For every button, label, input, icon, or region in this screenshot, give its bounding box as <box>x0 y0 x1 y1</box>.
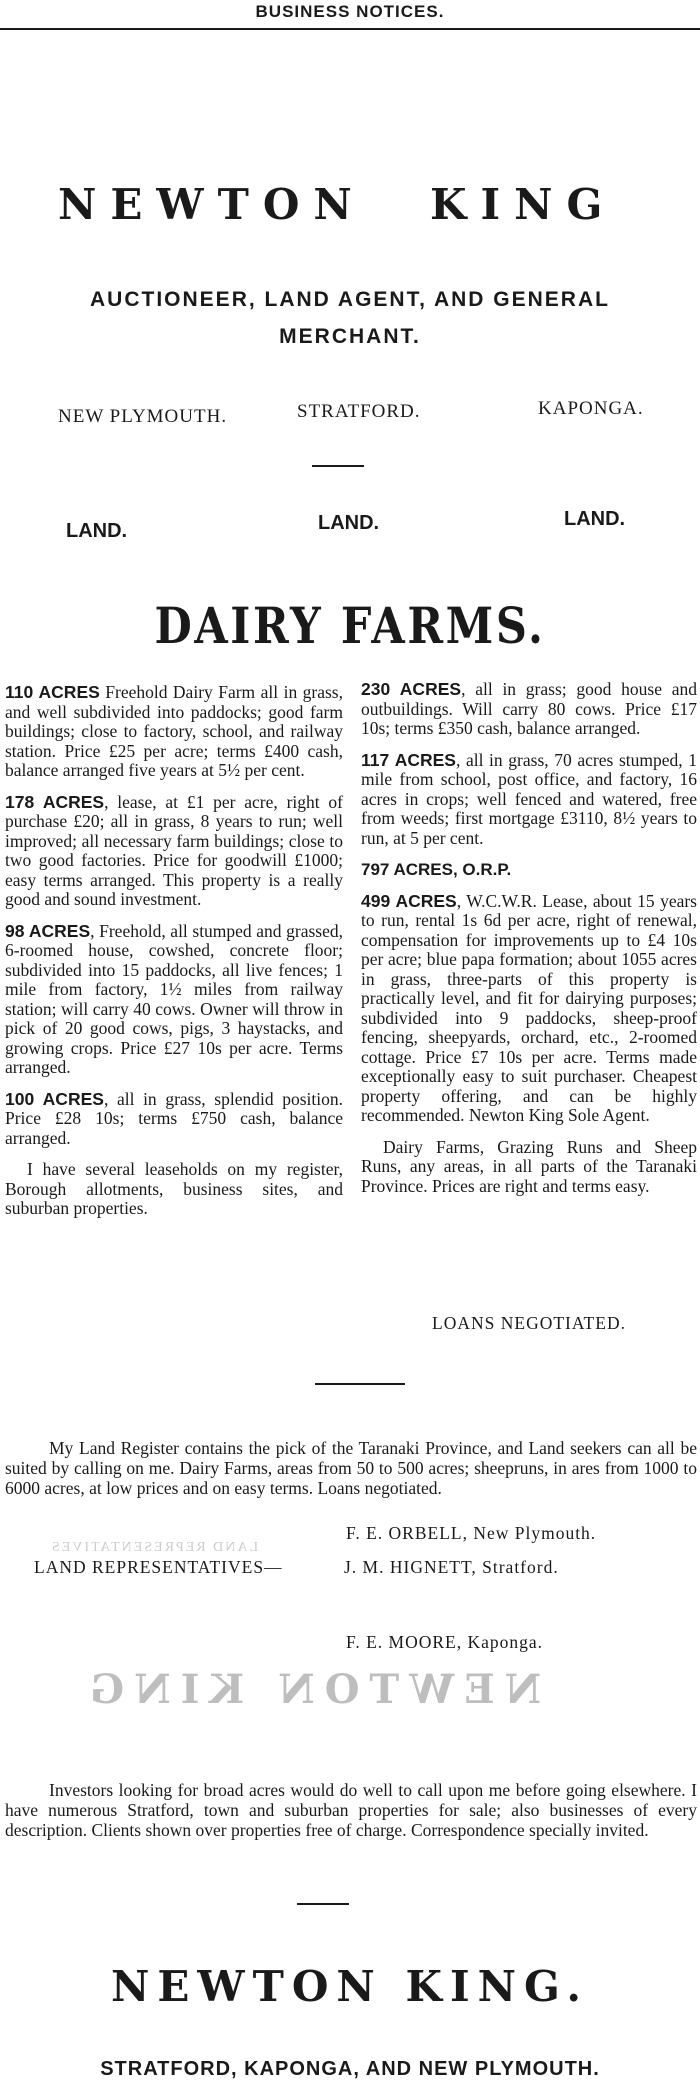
listing-100-acres <box>5 1090 343 1149</box>
listing-lead: 100 ACRES <box>5 1088 104 1109</box>
town-new-plymouth: NEW PLYMOUTH. <box>58 406 228 427</box>
runs-note <box>361 1138 697 1197</box>
left-listings-column <box>5 683 343 1231</box>
divider-rule <box>315 1383 405 1385</box>
town-kaponga: KAPONGA. <box>538 398 644 419</box>
divider-rule <box>312 465 364 467</box>
listing-text: , W.C.W.R. Lease, about 15 years to run, rental 1s 6d per acre, right of renewal, compensation for improvements up to £4 10s per acre; blue papa formation; about 1055 acres in grass, three-parts of this property is practically level, and fit for dairying purposes; subdivided into 9 paddocks, sheep-proof fencing, sheepyards, orchard, etc., 2-roomed cottage. Price £7 10s per acre. Terms made exceptionally easy to suit purchaser. Cheapest property offering, and can be highly recommended. Newton King Sole Agent. <box>361 890 697 1125</box>
bleed-through-name: NEWTON KING <box>80 1666 542 1713</box>
listing-lead: 178 ACRES <box>5 791 105 812</box>
listing-text: , lease, at £1 per acre, right of purchase £20; all in grass, 8 years to run; well improved; all necessary farm buildings; close to two good factories. Price for goodwill £1000; easy terms arranged. This property is a really good and sound investment. <box>5 791 343 909</box>
advertiser-name-right: KING <box>430 180 617 229</box>
listing-797-acres <box>361 860 697 880</box>
page-section-title: BUSINESS NOTICES. <box>255 2 445 21</box>
listing-lead: 797 ACRES, O.R.P. <box>361 860 512 879</box>
listing-text: , all in grass, 70 acres stumped, 1 mile from school, post office, and factory, 16 acres in crops; well fenced and watered, free from weeds; first mortgage £3110, 8½ years to run, at 5 per cent. <box>361 749 697 848</box>
footer-advertiser-name: NEWTON KING. <box>111 1962 589 2011</box>
bleed-through-small-text: LAND REPRESENTATIVES <box>50 1540 259 1555</box>
listing-lead: 98 ACRES <box>5 920 91 941</box>
footer-towns: STRATFORD, KAPONGA, AND NEW PLYMOUTH. <box>100 2058 600 2080</box>
listing-lead: 117 ACRES <box>361 749 456 770</box>
listing-text: Freehold Dairy Farm all in grass, and well subdivided into paddocks; good farm buildings; close to factory, school, and railway station. Price £25 per acre; terms £400 cash, balance arranged five years at 5½ per cent. <box>5 682 343 780</box>
listing-178-acres <box>5 793 343 910</box>
investors-paragraph: Investors looking for broad acres would do well to call upon me before going elsewhere. I have numerous Stratford, town and suburban properties for sale; also businesses of every description. Clients shown over properties free of charge. Correspondence specially invited. <box>5 1780 697 1840</box>
listing-lead: 230 ACRES <box>361 679 462 699</box>
listing-text: Dairy Farms, Grazing Runs and Sheep Runs, any areas, in all parts of the Taranaki Province. Prices are right and terms easy. <box>361 1136 697 1196</box>
leaseholds-note <box>5 1160 343 1219</box>
listing-lead: 110 ACRES <box>5 682 100 702</box>
land-label-right: LAND. <box>564 508 626 530</box>
listing-230-acres <box>361 680 697 739</box>
listing-text: , all in grass, splendid position. Price £28 10s; terms £750 cash, balance arranged. <box>5 1088 343 1148</box>
divider-rule <box>297 1903 349 1905</box>
land-label-center: LAND. <box>318 512 380 534</box>
right-listings-column <box>361 680 697 1208</box>
dairy-farms-title: DAIRY FARMS. <box>154 596 546 655</box>
advertiser-name-left: NEWTON <box>58 180 366 229</box>
loans-negotiated: LOANS NEGOTIATED. <box>432 1313 626 1333</box>
land-register-paragraph: My Land Register contains the pick of the Taranaki Province, and Land seekers can all be suited by calling on me. Dairy Farms, areas from 50 to 500 acres; sheepruns, in ares from 1000 to 6000 acres, at low prices and on easy terms. Loans negotiated. <box>5 1438 697 1498</box>
town-stratford: STRATFORD. <box>297 401 421 422</box>
listing-lead: 499 ACRES <box>361 890 457 911</box>
representative-orbell: F. E. ORBELL, New Plymouth. <box>346 1523 597 1543</box>
advertiser-subtitle-line-2: MERCHANT. <box>279 325 421 348</box>
listing-110-acres <box>5 683 343 781</box>
representatives-label: LAND REPRESENTATIVES— <box>34 1557 283 1577</box>
listing-text: I have several leaseholds on my register, Borough allotments, business sites, and suburban properties. <box>5 1159 343 1218</box>
listing-117-acres <box>361 751 697 849</box>
advertiser-subtitle-line-1: AUCTIONEER, LAND AGENT, AND GENERAL <box>90 288 610 311</box>
representative-hignett: J. M. HIGNETT, Stratford. <box>344 1557 559 1577</box>
land-label-left: LAND. <box>66 520 128 542</box>
listing-98-acres <box>5 922 343 1078</box>
listing-text: , all in grass; good house and outbuildings. Will carry 80 cows. Price £17 10s; terms £350 cash, balance arranged. <box>361 679 698 738</box>
listing-499-acres <box>361 892 697 1126</box>
representative-moore: F. E. MOORE, Kaponga. <box>346 1632 544 1652</box>
listing-text: , Freehold, all stumped and grassed, 6-roomed house, cowshed, concrete floor; subdivided into 15 paddocks, all live fences; 1 mile from factory, 1½ miles from railway station; will carry 40 cows. Owner will throw in pick of 20 good cows, pigs, 3 haystacks, and growing crops. Price £27 10s per acre. Terms arranged. <box>5 920 343 1077</box>
